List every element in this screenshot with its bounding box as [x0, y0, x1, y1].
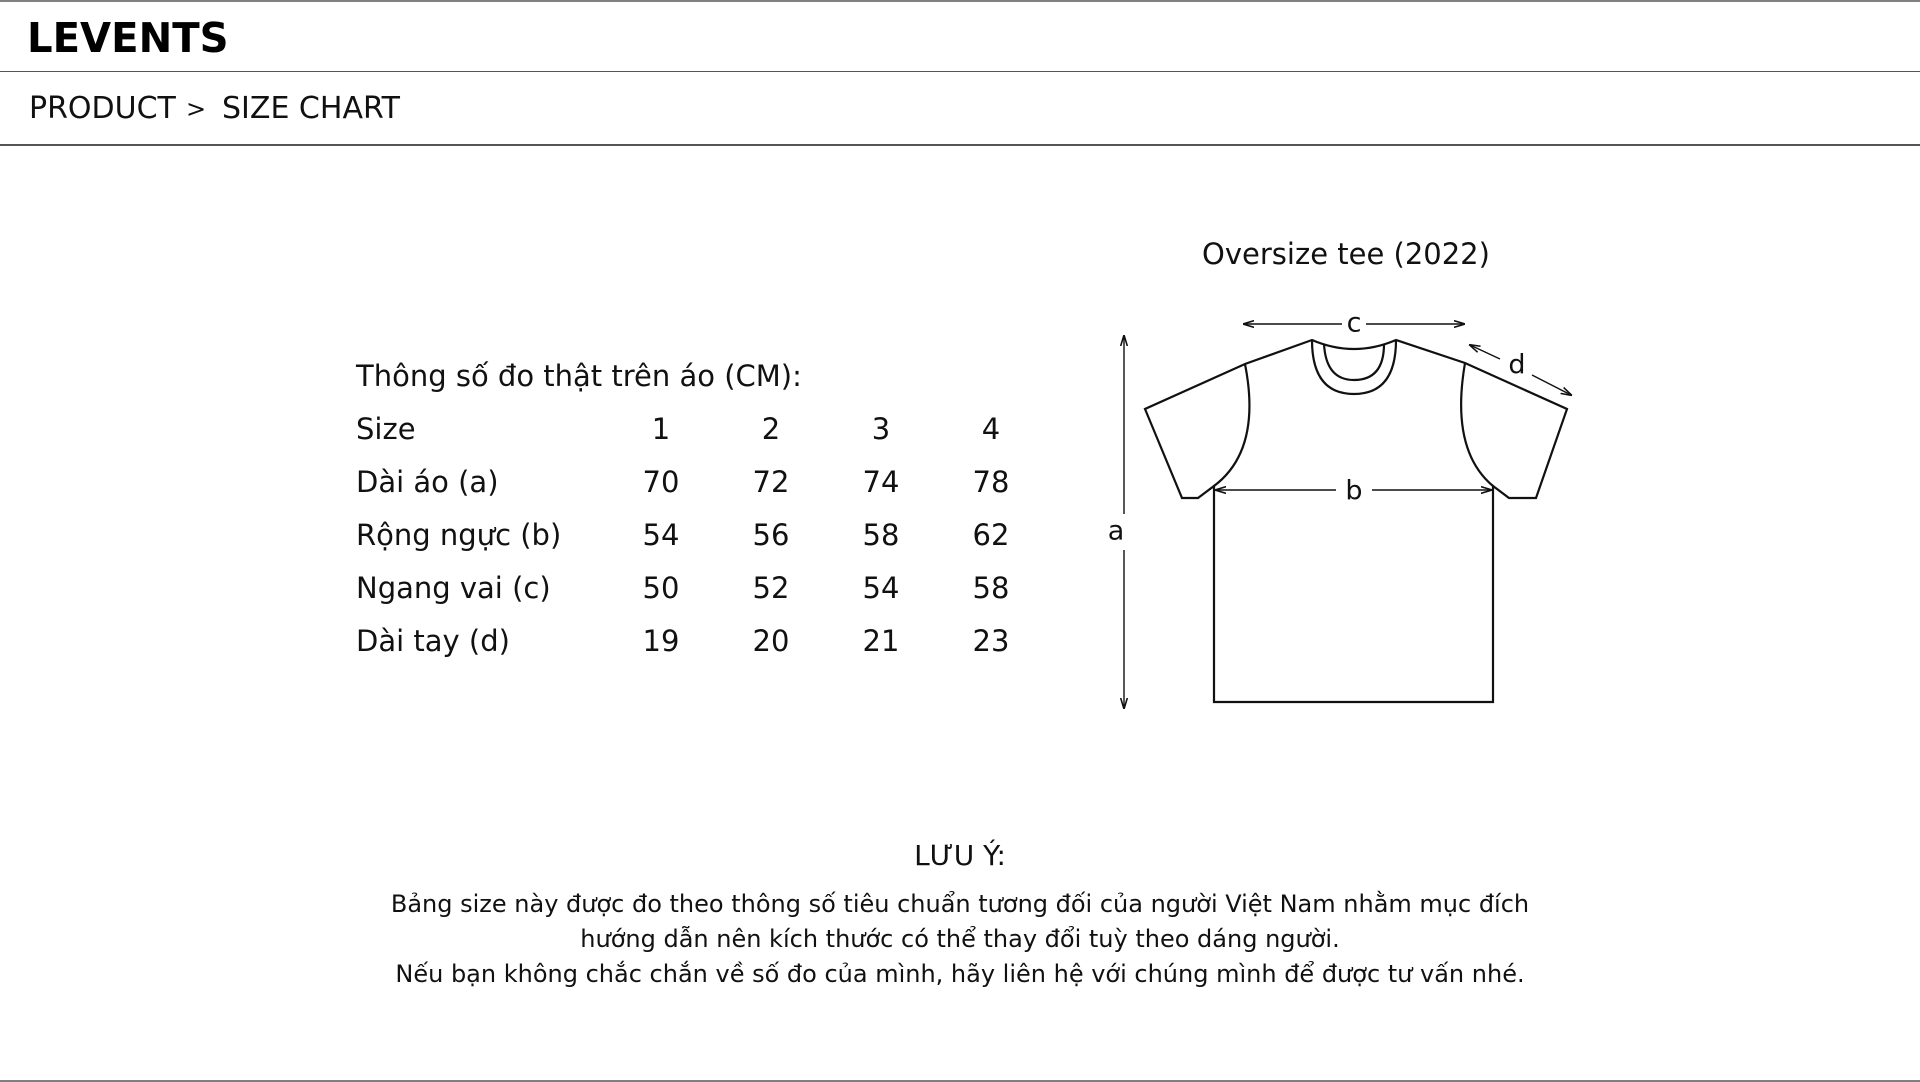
- site-header: [0, 2, 1920, 72]
- breadcrumb: [0, 72, 1920, 146]
- breadcrumb-size-chart[interactable]: SIZE CHART: [222, 91, 400, 126]
- row-label: Dài tay (d): [356, 623, 510, 658]
- row-label: Ngang vai (c): [356, 570, 551, 605]
- table-cell: 78: [972, 464, 1010, 499]
- table-header-size: 3: [871, 411, 891, 446]
- measure-label-c: c: [1346, 307, 1362, 339]
- note-heading: LƯU Ý:: [914, 839, 1006, 872]
- brand-logo[interactable]: LEVENTS: [27, 14, 229, 62]
- table-cell: 21: [862, 623, 900, 658]
- note-body: [0, 887, 1920, 992]
- table-cell: 20: [752, 623, 790, 658]
- table-header-label: Size: [356, 411, 416, 446]
- note-line: hướng dẫn nên kích thước có thể thay đổi tuỳ theo dáng người.: [580, 925, 1340, 953]
- table-header-size: 2: [761, 411, 781, 446]
- table-cell: 62: [972, 517, 1010, 552]
- size-table-title: Thông số đo thật trên áo (CM):: [356, 359, 802, 393]
- row-label: Dài áo (a): [356, 464, 499, 499]
- table-cell: 58: [972, 570, 1010, 605]
- measure-label-a: a: [1107, 515, 1125, 547]
- diagram-title: Oversize tee (2022): [1202, 237, 1490, 271]
- breadcrumb-separator-icon: >: [186, 95, 207, 123]
- table-cell: 70: [642, 464, 680, 499]
- table-header-row: [356, 402, 1046, 455]
- table-row: [356, 614, 1046, 667]
- table-cell: 74: [862, 464, 900, 499]
- table-header-size: 4: [981, 411, 1001, 446]
- table-cell: 58: [862, 517, 900, 552]
- row-label: Rộng ngực (b): [356, 517, 562, 552]
- note-line: Bảng size này được đo theo thông số tiêu chuẩn tương đối của người Việt Nam nhằm mục đích: [390, 890, 1530, 918]
- table-cell: 54: [862, 570, 900, 605]
- table-cell: 52: [752, 570, 790, 605]
- table-cell: 50: [642, 570, 680, 605]
- table-cell: 56: [752, 517, 790, 552]
- tshirt-left-sleeve-seam: [1214, 364, 1249, 486]
- table-row: [356, 455, 1046, 508]
- table-row: [356, 561, 1046, 614]
- table-cell: 19: [642, 623, 680, 658]
- tshirt-right-sleeve-seam: [1461, 363, 1493, 486]
- table-header-size: 1: [651, 411, 671, 446]
- measure-line-d-top: [1470, 345, 1500, 359]
- measure-line-d-bottom: [1532, 375, 1571, 395]
- table-row: [356, 508, 1046, 561]
- table-cell: 72: [752, 464, 790, 499]
- table-cell: 54: [642, 517, 680, 552]
- note-line: Nếu bạn không chắc chắn về số đo của mình, hãy liên hệ với chúng mình để được tư vấn nhé.: [395, 960, 1525, 988]
- tshirt-diagram: [1090, 302, 1590, 722]
- breadcrumb-product[interactable]: PRODUCT: [29, 91, 176, 126]
- table-cell: 23: [972, 623, 1010, 658]
- measure-label-d: d: [1508, 349, 1526, 381]
- size-table: [356, 402, 1046, 667]
- measure-label-b: b: [1345, 475, 1363, 507]
